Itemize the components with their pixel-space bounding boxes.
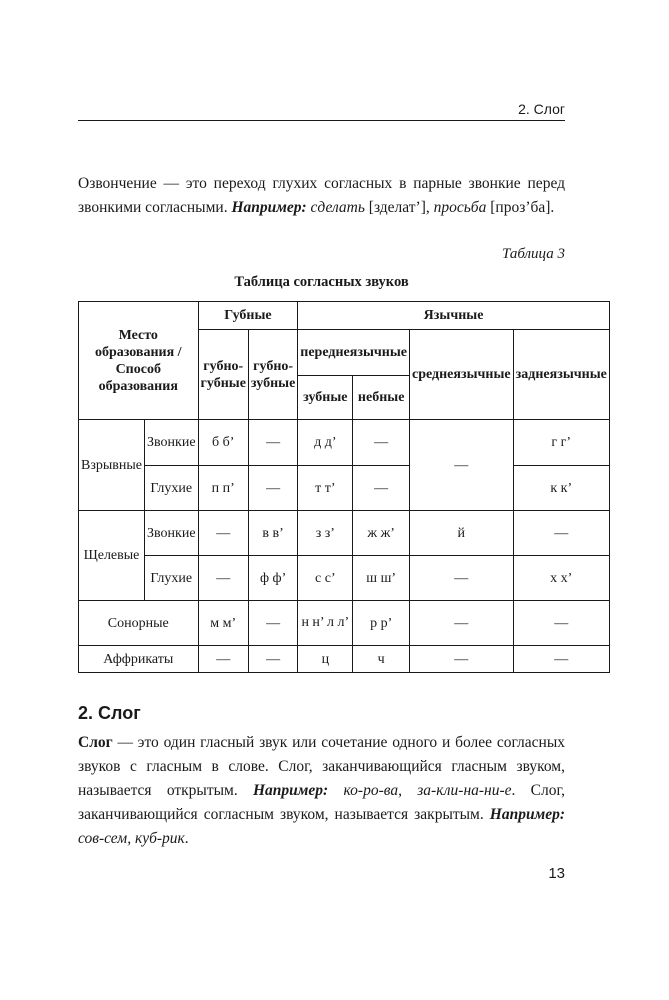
table-cell: ф ф’ [248,556,297,601]
header-back-lingual: заднеязычные [513,330,609,420]
table-caption: Таблица 3 [502,246,565,262]
table-cell: — [198,646,248,673]
table-corner-header: Место образования / Способ образования [79,302,199,420]
row-fricative: Щелевые [79,511,145,601]
voicing-voiceless: Глухие [145,556,199,601]
table-cell: — [409,556,513,601]
row-affricate: Аффрикаты [79,646,199,673]
table-cell: с с’ [298,556,353,601]
header-palatal: небные [353,376,410,420]
table-title: Таблица согласных звуков [234,274,409,290]
table-cell: р р’ [353,601,410,646]
header-middle-lingual: среднеязычные [409,330,513,420]
table-cell: г г’ [513,420,609,466]
table-cell: — [353,466,410,511]
syllable-term: Слог [78,734,113,751]
intro-term: Озвончение [78,175,157,192]
intro-example-word-1: сделать [310,199,365,216]
intro-paragraph [78,172,565,220]
table-cell: — [409,420,513,511]
intro-transcription-1: [зделат’], [364,199,434,216]
syllable-definition: — это один гласный звук или сочетание одного и более согласных звуков с гласным в слове. Слог, заканчивающийся гласным звуком, называется открытым. [78,734,565,799]
example-label-1: Например: [253,782,329,799]
header-labiodental: губно-зубные [248,330,297,420]
consonant-table [78,301,610,673]
table-cell: й [409,511,513,556]
running-head: 2. Слог [518,101,565,117]
table-cell: — [248,466,297,511]
intro-definition: — это переход глухих согласных в парные звонкие перед звонкими согласными. [78,175,565,216]
table-cell: — [248,420,297,466]
table-cell: х х’ [513,556,609,601]
voicing-voiceless: Глухие [145,466,199,511]
table-cell: — [409,646,513,673]
table-cell: — [248,646,297,673]
table-cell: — [513,511,609,556]
row-plosive: Взрывные [79,420,145,511]
table-cell: к к’ [513,466,609,511]
table-cell: т т’ [298,466,353,511]
table-cell: ч [353,646,410,673]
table-cell: — [353,420,410,466]
intro-transcription-2: [проз’ба]. [486,199,555,216]
example-label-2: Например: [489,806,565,823]
intro-example-label: Например: [231,199,307,216]
table-cell: ц [298,646,353,673]
header-labial: Губные [198,302,298,330]
row-sonorant: Сонорные [79,601,199,646]
table-cell: з з’ [298,511,353,556]
table-cell: ш ш’ [353,556,410,601]
syllable-example-2: сов-сем, куб-рик [78,830,185,847]
voicing-voiced: Звонкие [145,511,199,556]
table-cell: н н’ л л’ [298,601,353,646]
table-cell: — [248,601,297,646]
page-number: 13 [548,865,565,882]
header-lingual: Язычные [298,302,610,330]
table-cell: п п’ [198,466,248,511]
header-dental: зубные [298,376,353,420]
section-heading: 2. Слог [78,703,141,723]
table-cell: б б’ [198,420,248,466]
table-cell: в в’ [248,511,297,556]
syllable-example-1: ко-ро-ва, за-кли-на-ни-е [328,782,512,799]
voicing-voiced: Звонкие [145,420,199,466]
header-front-lingual: переднеязычные [298,330,410,376]
table-cell: ж ж’ [353,511,410,556]
closed-syllable-text: . Слог, заканчивающийся согласным звуком, называется закрытым. [78,782,565,823]
table-cell: д д’ [298,420,353,466]
table-cell: м м’ [198,601,248,646]
header-divider [78,120,565,121]
table-cell: — [198,556,248,601]
paragraph-end: . [184,830,189,847]
intro-example-word-2: просьба [433,199,487,216]
syllable-paragraph [78,731,565,851]
table-cell: — [409,601,513,646]
table-cell: — [513,601,609,646]
table-cell: — [198,511,248,556]
table-cell: — [513,646,609,673]
header-bilabial: губно-губные [198,330,248,420]
